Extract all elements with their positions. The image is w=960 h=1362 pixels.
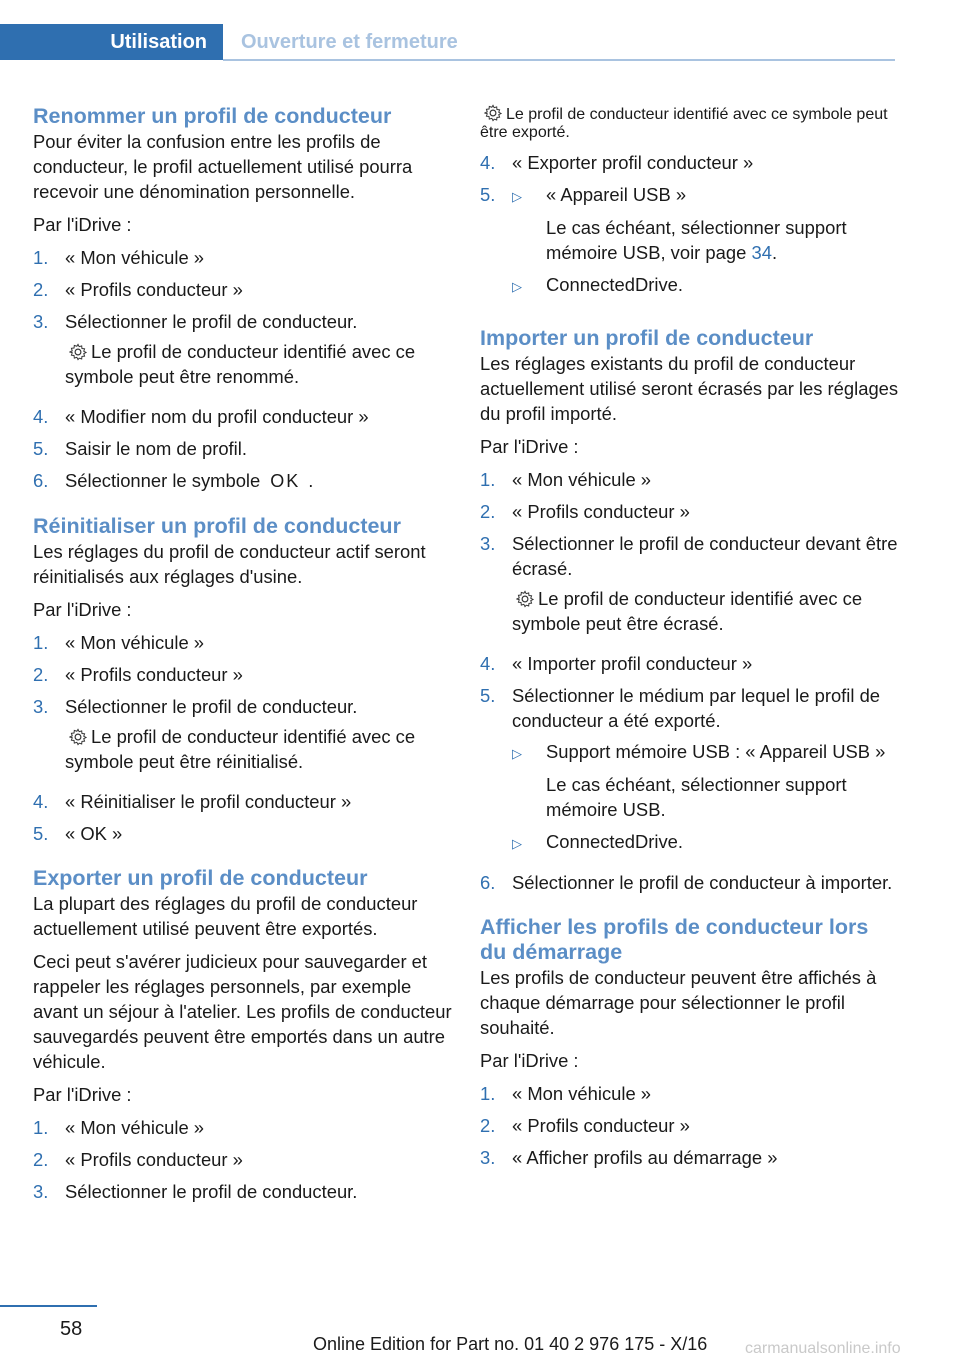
list-item: 6. Sélectionner le symbole OK . [33, 468, 453, 494]
section-title: Renommer un profil de conducteur [33, 104, 392, 128]
list-item: 4. « Exporter profil conducteur » [480, 152, 754, 173]
idrive-label: Par l'iDrive : [33, 214, 132, 235]
section-import-profile [480, 326, 900, 895]
watermark: carmanualsonline.info [745, 1340, 901, 1357]
section-intro: La plupart des réglages du profil de conducteur actuellement utilisé peuvent être exportés. [33, 893, 418, 939]
gear-icon [65, 728, 91, 746]
list-item: 3. Sélectionner le profil de conducteur. [33, 1181, 358, 1202]
list-item: 3. Sélectionner le profil de conducteur. Le profil de conducteur identifié avec ce symbole peut être renommé. [33, 309, 453, 397]
list-item: 3. « Afficher profils au démarrage » [480, 1147, 778, 1168]
section-title: Exporter un profil de conducteur [33, 866, 368, 890]
section-intro: Les profils de conducteur peuvent être affichés à chaque démarrage pour sélectionner le profil souhaité. [480, 967, 877, 1038]
triangle-bullet-icon: ▷ [512, 189, 522, 204]
triangle-bullet-icon: ▷ [512, 746, 522, 761]
sub-item: ▷ ConnectedDrive. [512, 272, 900, 299]
steps-list [480, 150, 900, 306]
section-title: Afficher les profils de conducteur lors du démarrage [480, 915, 869, 964]
left-column [33, 104, 453, 1224]
section-title: Importer un profil de conducteur [480, 326, 814, 350]
section-show-profiles-startup [480, 915, 900, 1170]
gear-icon [480, 104, 506, 122]
idrive-label: Par l'iDrive : [480, 1050, 579, 1071]
section-rename-profile [33, 104, 453, 494]
list-item: 4. « Modifier nom du profil conducteur » [33, 406, 369, 427]
sub-item: ▷ Support mémoire USB : « Appareil USB » Le cas échéant, sélectionner support mémoire USB. [512, 741, 886, 820]
section-intro: Pour éviter la confusion entre les profils de conducteur, le profil actuellement utilisé pourra recevoir une dénomination personnelle. [33, 131, 413, 202]
list-item: 1. « Mon véhicule » [33, 1117, 205, 1138]
steps-list [33, 630, 453, 846]
steps-list [480, 1081, 900, 1170]
list-item: 2. « Profils conducteur » [480, 501, 690, 522]
section-reset-profile [33, 514, 453, 846]
list-item: 3. Sélectionner le profil de conducteur. Le profil de conducteur identifié avec ce symbole peut être réinitialisé. [33, 694, 453, 782]
list-item: 3. Sélectionner le profil de conducteur devant être écrasé. Le profil de conducteur identifié avec ce symbole peut être écrasé. [480, 531, 900, 644]
steps-list [33, 245, 453, 494]
page-number: 58 [60, 1318, 83, 1340]
edition-text: Online Edition for Part no. 01 40 2 976 175 - X/16 [313, 1334, 708, 1354]
steps-list [480, 467, 900, 895]
gear-icon [65, 343, 91, 361]
idrive-label: Par l'iDrive : [33, 1084, 132, 1105]
header-bar [0, 24, 895, 62]
list-item: 5. Saisir le nom de profil. [33, 438, 247, 459]
list-item: 2. « Profils conducteur » [33, 1149, 243, 1170]
section-intro: Les réglages du profil de conducteur actif seront réinitialisés aux réglages d'usine. [33, 541, 426, 587]
footer-rule [0, 1305, 97, 1307]
symbol-note: Le profil de conducteur identifié avec ce symbole peut être renommé. [65, 341, 416, 387]
section-intro-2: Ceci peut s'avérer judicieux pour sauvegarder et rappeler les réglages personnels, par exemple avant un séjour à l'atelier. Les profils de conducteur sauvegardés peuvent être emportés dans un autre véhicule. [33, 951, 452, 1072]
section-export-profile [33, 866, 453, 1204]
list-item: 1. « Mon véhicule » [33, 632, 205, 653]
steps-list [33, 1115, 453, 1204]
list-item: 1. « Mon véhicule » [480, 1083, 652, 1104]
symbol-note: Le profil de conducteur identifié avec ce symbole peut être exporté. [480, 106, 888, 141]
gear-icon [512, 590, 538, 608]
right-column [480, 104, 900, 1190]
list-item: 4. « Réinitialiser le profil conducteur » [33, 791, 352, 812]
tab-utilisation[interactable]: Utilisation [0, 24, 223, 60]
section-export-continued [480, 104, 900, 306]
header-divider [223, 59, 895, 61]
list-item: 2. « Profils conducteur » [33, 664, 243, 685]
list-item: 4. « Importer profil conducteur » [480, 653, 753, 674]
triangle-bullet-icon: ▷ [512, 836, 522, 851]
idrive-label: Par l'iDrive : [480, 436, 579, 457]
symbol-note: Le profil de conducteur identifié avec ce symbole peut être réinitialisé. [65, 726, 416, 772]
section-title: Réinitialiser un profil de conducteur [33, 514, 401, 538]
list-item: 1. « Mon véhicule » [33, 247, 205, 268]
sub-item: ▷ ConnectedDrive. [512, 829, 900, 856]
tab-ouverture-fermeture[interactable]: Ouverture et fermeture [241, 30, 458, 53]
ok-symbol-icon: OK [270, 471, 301, 491]
list-item: 2. « Profils conducteur » [480, 1115, 690, 1136]
symbol-note: Le profil de conducteur identifié avec ce symbole peut être écrasé. [512, 588, 863, 634]
list-item: 1. « Mon véhicule » [480, 469, 652, 490]
idrive-label: Par l'iDrive : [33, 599, 132, 620]
section-intro: Les réglages existants du profil de conducteur actuellement utilisé seront écrasés par les réglages du profil importé. [480, 353, 899, 424]
list-item: 2. « Profils conducteur » [33, 279, 243, 300]
list-item: 5. ▷ « Appareil USB » Le cas échéant, sélectionner support mémoire USB, voir page 34. ▷ ConnectedDrive. [480, 182, 900, 306]
list-item: 6. Sélectionner le profil de conducteur à importer. [480, 872, 893, 893]
list-item: 5. Sélectionner le médium par lequel le profil de conducteur a été exporté. ▷ Support mémoire USB : « Appareil USB » Le cas échéant, sélectionner support mémoire USB. ▷ ConnectedDrive. [480, 683, 900, 863]
page-link[interactable]: 34 [751, 242, 772, 263]
triangle-bullet-icon: ▷ [512, 279, 522, 294]
list-item: 5. « OK » [33, 823, 123, 844]
sub-item: ▷ « Appareil USB » Le cas échéant, sélectionner support mémoire USB, voir page 34. [512, 184, 847, 263]
